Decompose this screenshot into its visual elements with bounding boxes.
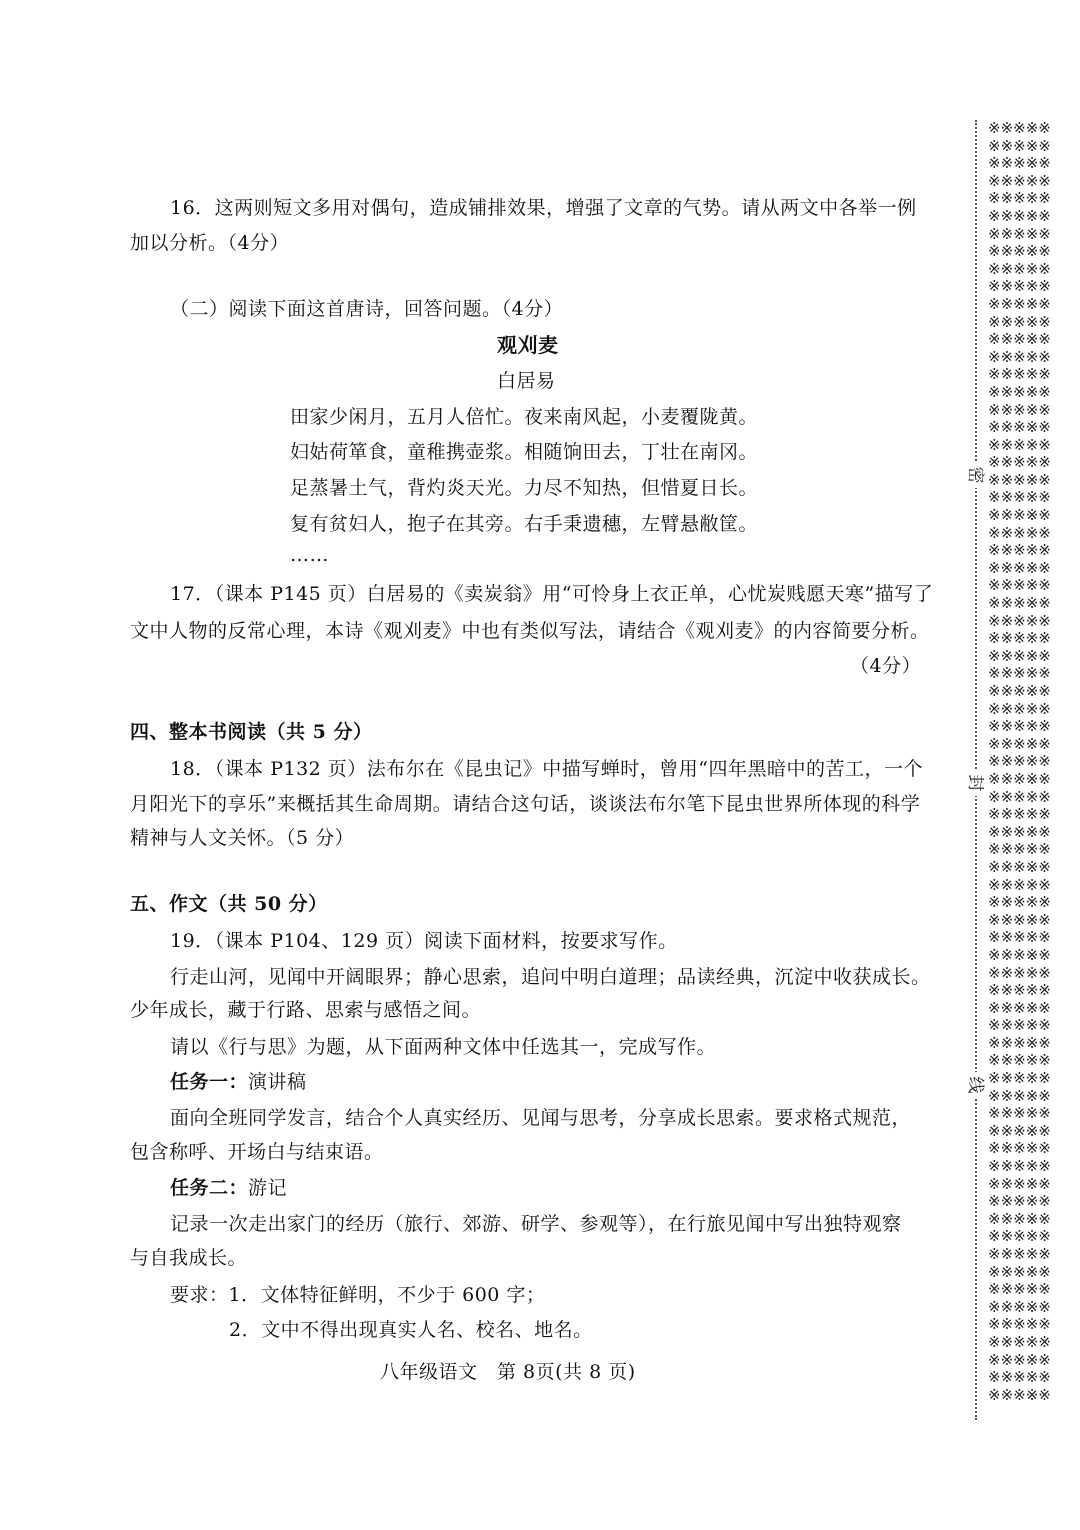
poem-line-1: 田家少闲月，五月人倍忙。夜来南风起，小麦覆陇黄。: [290, 406, 759, 428]
q18-line-2: 月阳光下的享乐”来概括其生命周期。请结合这句话，谈谈法布尔笔下昆虫世界所体现的科学: [130, 793, 921, 815]
task2-label: 任务二：: [170, 1177, 249, 1199]
binding-pattern-row: ※※※※※: [988, 769, 1051, 788]
binding-pattern-row: ※※※※※: [988, 382, 1051, 401]
writing-instruction: 请以《行与思》为题，从下面两种文体中任选其一，完成写作。: [170, 1036, 717, 1058]
binding-pattern-row: ※※※※※: [988, 453, 1051, 472]
poem-line-4: 复有贫妇人，抱子在其旁。右手秉遗穗，左臂悬敝筐。: [290, 513, 759, 535]
requirement-1: 要求：1．文体特征鲜明，不少于 600 字；: [170, 1284, 546, 1306]
binding-pattern-row: ※※※※※: [988, 893, 1051, 912]
binding-pattern-row: ※※※※※: [988, 1350, 1051, 1369]
binding-mark-close: 封: [962, 770, 988, 796]
q17-line-2: 文中人物的反常心理，本诗《观刈麦》中也有类似写法，请结合《观刈麦》的内容简要分析。: [130, 620, 930, 642]
binding-pattern-row: ※※※※※: [988, 875, 1051, 894]
part4-heading: 四、整本书阅读（共 5 分）: [130, 721, 373, 743]
binding-pattern-row: ※※※※※: [988, 664, 1051, 683]
binding-pattern-row: ※※※※※: [988, 1016, 1051, 1035]
binding-pattern-row: ※※※※※: [988, 805, 1051, 824]
binding-pattern-row: ※※※※※: [988, 1192, 1051, 1211]
binding-pattern-row: ※※※※※: [988, 576, 1051, 595]
binding-pattern-row: ※※※※※: [988, 206, 1051, 225]
binding-mark-seal: 密: [962, 462, 988, 488]
q16-line-2: 加以分析。（4分）: [130, 232, 290, 254]
binding-pattern-row: ※※※※※: [988, 734, 1051, 753]
q18-line-3: 精神与人文关怀。（5 分）: [130, 827, 355, 849]
binding-pattern: [988, 120, 1080, 1420]
binding-pattern-row: ※※※※※: [988, 981, 1051, 1000]
task2-line-1: 记录一次走出家门的经历（旅行、郊游、研学、参观等），在行旅见闻中写出独特观察: [170, 1213, 902, 1235]
binding-pattern-row: ※※※※※: [988, 418, 1051, 437]
binding-pattern-row: ※※※※※: [988, 682, 1051, 700]
binding-pattern-row: ※※※※※: [988, 1368, 1051, 1387]
binding-pattern-row: ※※※※※: [988, 171, 1051, 190]
poem-ellipsis: ……: [290, 544, 329, 566]
material-line-2: 少年成长，藏于行路、思索与感悟之间。: [130, 999, 482, 1021]
binding-pattern-row: ※※※※※: [988, 189, 1051, 208]
binding-pattern-row: ※※※※※: [988, 154, 1051, 173]
task1-heading: [170, 1070, 307, 1094]
task2-type: 游记: [248, 1177, 288, 1199]
binding-pattern-row: ※※※※※: [988, 717, 1051, 736]
part5-heading: 五、作文（共 50 分）: [130, 893, 328, 915]
binding-pattern-row: ※※※※※: [988, 277, 1051, 296]
q17-score: （4分）: [850, 655, 922, 677]
q19-prompt: 19．（课本 P104、129 页）阅读下面材料，按要求写作。: [170, 930, 678, 952]
binding-pattern-row: ※※※※※: [988, 294, 1051, 313]
binding-pattern-row: ※※※※※: [988, 558, 1051, 577]
binding-pattern-row: ※※※※※: [988, 330, 1051, 349]
task1-label: 任务一：: [170, 1071, 249, 1093]
binding-pattern-row: ※※※※※: [988, 435, 1051, 454]
binding-pattern-row: ※※※※※: [988, 840, 1051, 859]
binding-pattern-row: ※※※※※: [988, 1332, 1051, 1351]
binding-pattern-row: ※※※※※: [988, 1262, 1051, 1281]
task2-heading: [170, 1176, 287, 1200]
binding-pattern-row: ※※※※※: [988, 945, 1051, 964]
binding-pattern-row: ※※※※※: [988, 506, 1051, 525]
binding-pattern-row: ※※※※※: [988, 488, 1051, 507]
binding-pattern-row: ※※※※※: [988, 541, 1051, 560]
binding-pattern-row: ※※※※※: [988, 1069, 1051, 1088]
binding-pattern-row: ※※※※※: [988, 928, 1051, 947]
binding-pattern-row: ※※※※※: [988, 752, 1051, 771]
task1-type: 演讲稿: [248, 1071, 307, 1093]
binding-pattern-row: ※※※※※: [988, 594, 1051, 613]
requirement-2: 2．文中不得出现真实人名、校名、地名。: [229, 1319, 593, 1341]
binding-pattern-row: ※※※※※: [988, 1121, 1051, 1140]
binding-pattern-row: ※※※※※: [988, 1104, 1051, 1123]
binding-pattern-row: ※※※※※: [988, 699, 1051, 718]
poem-author: 白居易: [497, 370, 556, 392]
task1-line-1: 面向全班同学发言，结合个人真实经历、见闻与思考，分享成长思索。要求格式规范，: [170, 1107, 912, 1129]
task1-line-2: 包含称呼、开场白与结束语。: [130, 1141, 384, 1163]
poem-line-2: 妇姑荷箪食，童稚携壶浆。相随饷田去，丁壮在南冈。: [290, 441, 759, 463]
binding-pattern-row: ※※※※※: [988, 1051, 1051, 1070]
binding-pattern-row: ※※※※※: [988, 1157, 1051, 1176]
binding-pattern-row: ※※※※※: [988, 365, 1051, 384]
binding-mark-line: 线: [962, 1072, 988, 1098]
binding-pattern-row: ※※※※※: [988, 822, 1051, 841]
binding-pattern-row: ※※※※※: [988, 1209, 1051, 1228]
q17-line-1: 17．（课本 P145 页）白居易的《卖炭翁》用“可怜身上衣正单，心忧炭贱愿天寒”描写了: [170, 583, 934, 605]
binding-pattern-row: ※※※※※: [988, 224, 1051, 243]
binding-pattern-row: ※※※※※: [988, 136, 1051, 155]
binding-pattern-row: ※※※※※: [988, 963, 1051, 982]
binding-pattern-row: ※※※※※: [988, 259, 1051, 278]
binding-pattern-row: ※※※※※: [988, 347, 1051, 366]
binding-pattern-row: ※※※※※: [988, 1385, 1051, 1404]
binding-pattern-row: ※※※※※: [988, 646, 1051, 665]
binding-pattern-row: ※※※※※: [988, 910, 1051, 929]
binding-pattern-row: ※※※※※: [988, 470, 1051, 489]
binding-pattern-row: ※※※※※: [988, 629, 1051, 648]
binding-pattern-row: ※※※※※: [988, 1174, 1051, 1193]
binding-pattern-row: ※※※※※: [988, 1139, 1051, 1158]
binding-pattern-row: ※※※※※: [988, 1280, 1051, 1299]
binding-pattern-row: ※※※※※: [988, 1086, 1051, 1105]
binding-pattern-row: ※※※※※: [988, 400, 1051, 419]
poem-title: 观刈麦: [497, 333, 559, 357]
poem-line-3: 足蒸暑土气，背灼炎天光。力尽不知热，但惜夏日长。: [290, 477, 759, 499]
binding-pattern-row: ※※※※※: [988, 787, 1051, 806]
binding-pattern-row: ※※※※※: [988, 998, 1051, 1017]
binding-pattern-row: ※※※※※: [988, 1227, 1051, 1246]
page-footer: 八年级语文 第 8页(共 8 页): [380, 1361, 636, 1383]
q18-line-1: 18．（课本 P132 页）法布尔在《昆虫记》中描写蝉时，曾用“四年黑暗中的苦工，一个: [170, 758, 924, 780]
binding-pattern-row: ※※※※※: [988, 523, 1051, 542]
binding-pattern-row: ※※※※※: [988, 1315, 1051, 1334]
binding-pattern-row: ※※※※※: [988, 312, 1051, 331]
material-line-1: 行走山河，见闻中开阔眼界；静心思索，追问中明白道理；品读经典，沉淀中收获成长。: [170, 966, 931, 988]
binding-pattern-row: ※※※※※: [988, 242, 1051, 261]
binding-pattern-row: ※※※※※: [988, 120, 1051, 137]
binding-pattern-row: ※※※※※: [988, 857, 1051, 876]
binding-pattern-row: ※※※※※: [988, 1297, 1051, 1316]
binding-pattern-row: ※※※※※: [988, 1245, 1051, 1263]
task2-line-2: 与自我成长。: [130, 1247, 248, 1269]
section-two-heading: （二）阅读下面这首唐诗，回答问题。（4分）: [170, 298, 564, 320]
binding-pattern-row: ※※※※※: [988, 1033, 1051, 1052]
binding-pattern-row: ※※※※※: [988, 611, 1051, 630]
q16-line-1: 16．这两则短文多用对偶句，造成铺排效果，增强了文章的气势。请从两文中各举一例: [170, 197, 917, 219]
